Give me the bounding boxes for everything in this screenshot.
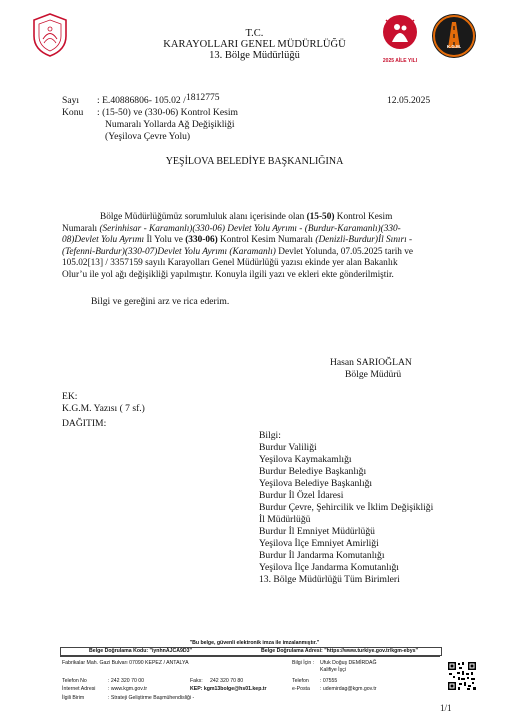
body-text-segment: Kontrol Kesim (334, 212, 393, 222)
footer-divider (60, 656, 440, 657)
body-italic-segment: 08)Devlet Yolu Ayrımı (62, 235, 145, 246)
body-italic-segment: (Serinhisar - Karamanlı)(330-06) Devlet Yolu Ayrımı - (Burdur-Karamanlı)(330- (99, 223, 401, 234)
web-link[interactable]: : www.kgm.gov.tr (108, 686, 148, 692)
kep-address: KEP: kgm13bolge@hs01.kep.tr (190, 686, 267, 692)
list-item: Burdur Valiliği (259, 442, 317, 453)
body-text-line: Olur’u ile yol ağı değişikliği yapılmıştır. Konuyla ilgili yazı ve ekleri ekte gönderilmiştir. (62, 269, 394, 280)
closing-sentence: Bilgi ve gereğini arz ve rica ederim. (91, 296, 230, 307)
esign-note: "Bu belge, güvenli elektronik imza ile imzalanmıştır." (189, 640, 320, 646)
qr-code-icon (447, 661, 477, 691)
verification-code: Belge Doğrulama Kodu: "iynhnAJCA9D3" (89, 648, 192, 654)
tel-label: Telefon (292, 678, 309, 684)
signer-title: Bölge Müdürü (345, 369, 402, 380)
unit-value: : Strateji Geliştirme Başmühendisliği - (108, 695, 195, 701)
attachment-item: K.G.M. Yazısı ( 7 sf.) (62, 403, 145, 414)
body-text-segment: Kontrol Kesim Numaralı (217, 235, 316, 246)
kgm-logo-icon (430, 12, 478, 62)
konu-line-2: Numaralı Yollarda Ağ Değişikliği (105, 119, 235, 130)
header-region: 13. Bölge Müdürlüğü (209, 50, 300, 61)
phone-label: Telefon No (62, 678, 87, 684)
page-number: 1/1 (440, 703, 452, 713)
body-bold-segment: (330-06) (185, 235, 218, 246)
list-item: Yeşilova Belediye Başkanlığı (259, 478, 373, 489)
body-paragraph (62, 212, 438, 282)
family-year-label: 2025 AİLE YILI (382, 58, 418, 64)
sayi-number: 1812775 (186, 92, 220, 103)
list-item: Yeşilova İlçe Jandarma Komutanlığı (259, 562, 399, 573)
body-text-segment: Devlet Yolunda, 07.05.2025 tarih ve (275, 246, 414, 257)
list-item: Burdur Belediye Başkanlığı (259, 466, 367, 477)
body-text-segment: Bölge Müdürlüğümüz sorumluluk alanı içerisinde olan (100, 212, 307, 222)
web-label: İnternet Adresi (62, 686, 96, 692)
signer-name: Hasan SARIOĞLAN (330, 357, 412, 368)
list-item: Yeşilova İlçe Emniyet Amirliği (259, 538, 379, 549)
office-address: Fabrikalar Mah. Gazi Bulvarı 07090 KEPEZ / ANTALYA (62, 660, 189, 666)
fax-value: 242 320 70 80 (210, 678, 244, 684)
list-item: 13. Bölge Müdürlüğü Tüm Birimleri (259, 574, 400, 585)
list-item: İl Müdürlüğü (259, 514, 311, 525)
sayi-label: Sayı (62, 95, 80, 106)
fax-label: Faks: (190, 678, 203, 684)
info-label: Bilgi İçin : (292, 660, 315, 666)
body-text-line: 105.02[13] / 3357159 sayılı Karayolları Genel Müdürlüğü yazısı ekinde yer alan Bakanlık (62, 258, 398, 269)
tel-value: : 07555 (320, 678, 338, 684)
verification-bar (60, 647, 442, 656)
kgm-logo-text: K.G.M. (446, 44, 462, 49)
bilgi-label: Bilgi: (259, 430, 281, 441)
list-item: Burdur Çevre, Şehircilik ve İklim Değişikliği (259, 502, 434, 513)
attachments-label: EK: (62, 391, 78, 402)
unit-label: İlgili Birim (62, 695, 85, 701)
body-text-segment: Numaralı (62, 223, 100, 234)
konu-line-1: : (15-50) ve (330-06) Kontrol Kesim (97, 107, 238, 118)
email-link[interactable]: : udemirdag@kgm.gov.tr (320, 686, 377, 692)
distribution-label: DAĞITIM: (62, 418, 107, 429)
body-bold-segment: (15-50) (306, 212, 335, 222)
list-item: Yeşilova Kaymakamlığı (259, 454, 352, 465)
body-italic-segment: (Tefenni-Burdur)(330-07)Devlet Yolu Ayrımı (Karamanlı) (62, 246, 276, 257)
info-name: Ufuk Doğuş DEMİRDAĞ (320, 660, 377, 666)
list-item: Burdur İl Özel İdaresi (259, 490, 344, 501)
email-label: e-Posta (292, 686, 310, 692)
info-title: Kalifiye İşçi (320, 667, 346, 673)
sayi-value: : E.40886806- 105.02 / (97, 95, 186, 106)
verification-address: Belge Doğrulama Adresi: "https://www.turkiye.gov.tr/kgm-ebys" (261, 648, 418, 654)
list-item: Burdur İl Emniyet Müdürlüğü (259, 526, 375, 537)
document-date: 12.05.2025 (387, 95, 431, 106)
phone-value: : 242 320 70 00 (108, 678, 145, 684)
header-org: KARAYOLLARI GENEL MÜDÜRLÜĞÜ (163, 39, 346, 50)
family-year-logo-icon (378, 12, 422, 62)
konu-line-3: (Yeşilova Çevre Yolu) (105, 131, 191, 142)
body-italic-segment: (Denizli-Burdur)İl Sınırı - (315, 235, 413, 246)
konu-label: Konu (62, 107, 84, 118)
header-tc: T.C. (245, 28, 264, 39)
list-item: Burdur İl Jandarma Komutanlığı (259, 550, 385, 561)
body-text-segment: İl Yolu ve (144, 235, 186, 246)
recipient-title: YEŞİLOVA BELEDİYE BAŞKANLIĞINA (165, 156, 344, 167)
